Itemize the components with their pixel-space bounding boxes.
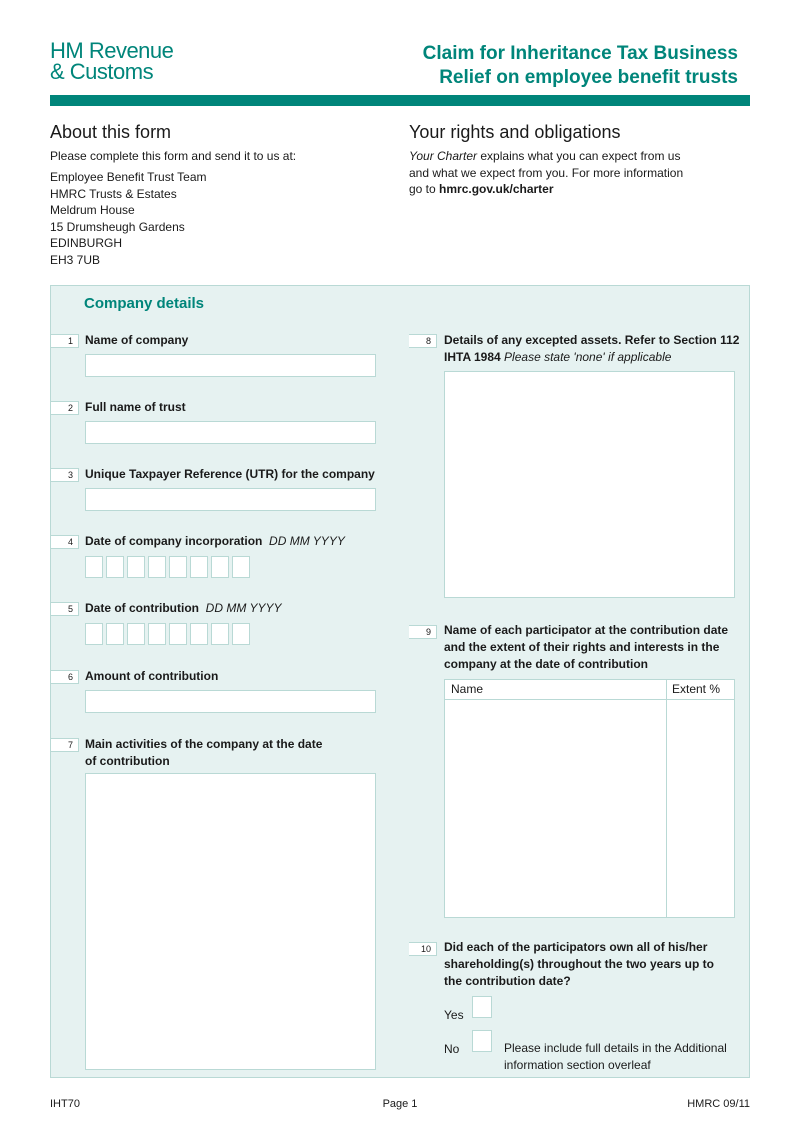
company-name-field[interactable] [85,354,376,377]
date-digit-box[interactable] [232,556,250,578]
address-line: EH3 7UB [50,252,101,267]
question-label [444,622,728,673]
address-line: EDINBURGH [50,236,123,250]
question-label: Name of company [85,333,189,347]
question-label-line: Main activities of the company at the date [85,737,323,751]
address-line: 15 Drumsheugh Gardens [50,219,185,234]
excepted-assets-field[interactable] [444,371,735,598]
question-number: 3 [51,468,79,482]
contribution-amount-field[interactable] [85,690,376,713]
address-line: Employee Benefit Trust Team [50,170,207,184]
company-details-title: Company details [84,295,205,312]
rights-line-1: explains what you can expect from us [477,149,681,163]
question-label: Amount of contribution [85,669,219,683]
question-number: 2 [51,401,79,415]
column-header-extent: Extent % [667,680,734,700]
question-number: 10 [409,942,437,956]
charter-name: Your Charter [409,149,478,163]
date-digit-box[interactable] [211,623,229,645]
question-label [85,600,281,617]
utr-field[interactable] [85,488,376,511]
logo-line-1: HM Revenue [50,38,174,63]
date-digit-box[interactable] [85,556,103,578]
no-note-line: Please include full details in the Additional [504,1041,727,1055]
page-number: Page 1 [382,1098,418,1110]
question-number: 4 [51,535,79,549]
date-digit-box[interactable] [211,556,229,578]
date-digit-box[interactable] [148,556,166,578]
contribution-date-input [85,623,255,647]
participators-table [444,679,735,918]
main-activities-field[interactable] [85,773,376,1070]
no-checkbox[interactable] [472,1030,492,1052]
no-label: No [444,1042,460,1056]
question-label: Unique Taxpayer Reference (UTR) for the company [85,467,375,481]
charter-link[interactable]: hmrc.gov.uk/charter [439,182,554,196]
date-digit-box[interactable] [106,623,124,645]
participator-name-cell[interactable] [445,700,667,917]
question-label: Full name of trust [85,400,186,414]
question-number: 1 [51,334,79,348]
date-digit-box[interactable] [232,623,250,645]
about-intro: Please complete this form and send it to us at: [50,149,297,163]
date-digit-box[interactable] [106,556,124,578]
no-note [504,1040,727,1073]
question-label-line: Name of each participator at the contribution date [444,623,729,637]
about-heading: About this form [50,122,172,142]
question-label-text: Date of company incorporation [85,534,263,548]
date-digit-box[interactable] [148,623,166,645]
form-code: IHT70 [50,1098,80,1110]
participator-extent-cell[interactable] [667,700,734,917]
question-label-line: shareholding(s) throughout the two years up to [444,957,714,971]
question-label [85,736,322,770]
date-digit-box[interactable] [127,556,145,578]
postal-address [50,169,207,268]
logo-line-2: & Customs [50,59,154,84]
question-label-line: Did each of the participators own all of his/her [444,940,708,954]
form-title-line-2: Relief on employee benefit trusts [439,67,738,88]
question-label [444,939,714,990]
question-label [85,533,345,550]
column-header-name: Name [445,680,667,700]
trust-name-field[interactable] [85,421,376,444]
date-format-hint: DD MM YYYY [269,534,345,548]
header-band [50,95,750,106]
yes-checkbox[interactable] [472,996,492,1018]
address-line: Meldrum House [50,203,135,217]
question-label-line: company at the date of contribution [444,657,649,671]
question-number: 8 [409,334,437,348]
date-digit-box[interactable] [169,623,187,645]
date-digit-box[interactable] [85,623,103,645]
address-line: HMRC Trusts & Estates [50,186,177,201]
form-title-line-1: Claim for Inheritance Tax Business [422,43,738,64]
date-digit-box[interactable] [190,556,208,578]
hmrc-logo [50,40,173,82]
question-number: 7 [51,738,79,752]
date-digit-box[interactable] [169,556,187,578]
rights-line-2: and what we expect from you. For more information [409,165,684,180]
question-label-line: IHTA 1984 [444,350,501,364]
question-hint: Please state 'none' if applicable [504,350,672,364]
question-number: 9 [409,625,437,639]
date-format-hint: DD MM YYYY [205,601,282,615]
form-version: HMRC 09/11 [687,1098,750,1110]
question-label-line: and the extent of their rights and interests in the [444,640,720,654]
question-label-line: the contribution date? [444,974,571,988]
question-label-text: Date of contribution [85,601,199,615]
date-digit-box[interactable] [190,623,208,645]
yes-label: Yes [444,1008,464,1022]
no-note-line: information section overleaf [504,1057,651,1072]
date-digit-box[interactable] [127,623,145,645]
rights-line-3: go to [409,182,440,196]
question-label-line: Details of any excepted assets. Refer to Section 112 [444,333,740,347]
question-label [444,332,739,366]
form-title [423,42,738,90]
question-number: 5 [51,602,79,616]
rights-text [409,148,729,198]
rights-heading: Your rights and obligations [409,122,621,142]
question-number: 6 [51,670,79,684]
incorporation-date-input [85,556,255,580]
question-label-line: of contribution [85,754,170,768]
